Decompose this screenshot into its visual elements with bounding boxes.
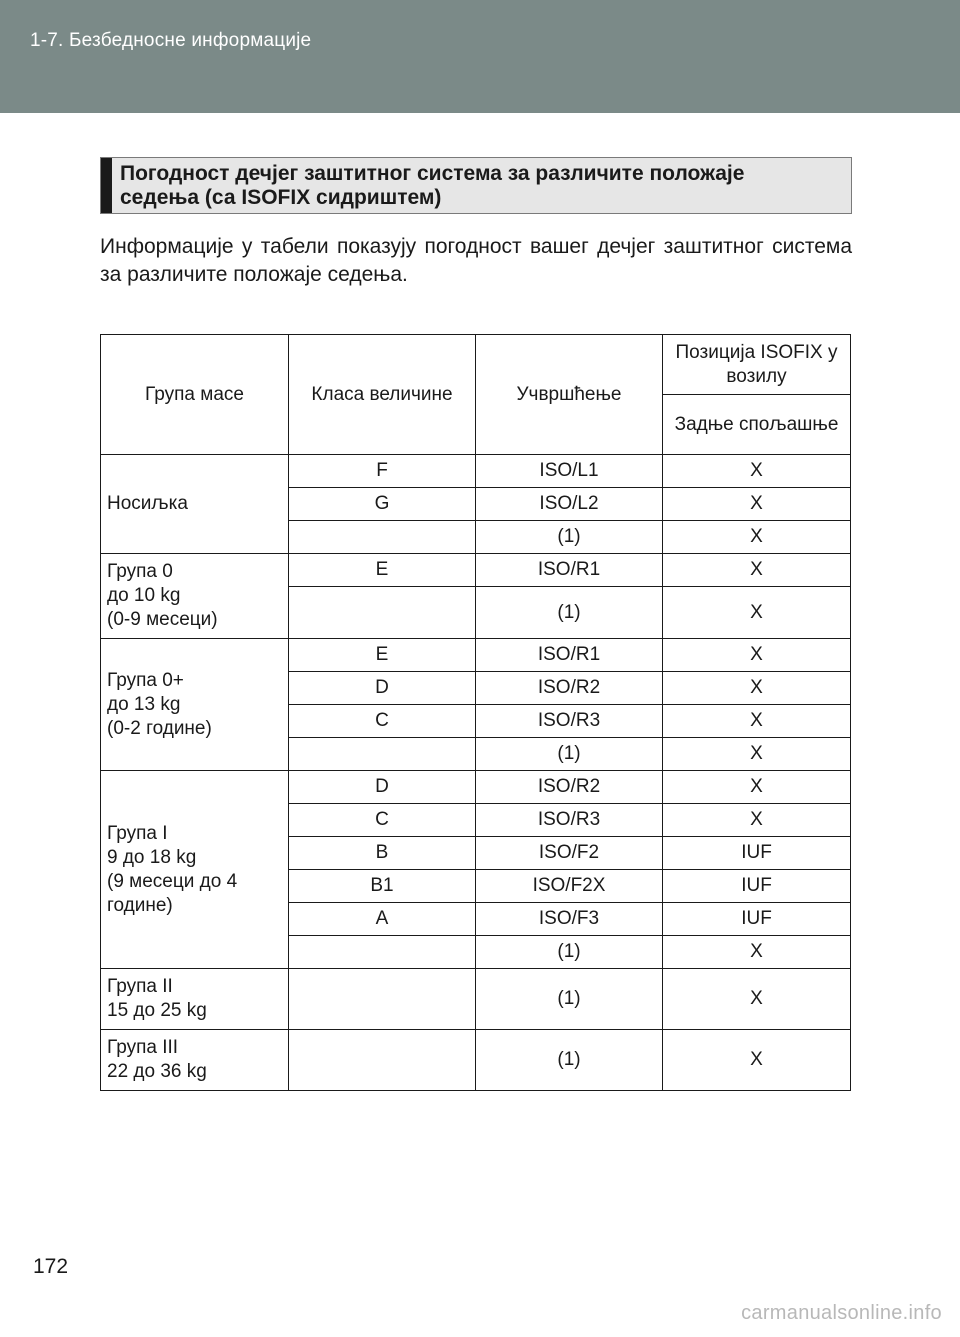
size-class-cell	[289, 936, 476, 969]
group-line: до 10 kg	[107, 585, 181, 606]
col-header-mass-group: Група масе	[101, 335, 289, 455]
fixture-cell: (1)	[476, 1030, 663, 1091]
suitability-cell: X	[663, 804, 851, 837]
col-header-rear-outboard: Задње спољашње	[663, 395, 851, 455]
fixture-cell: (1)	[476, 969, 663, 1030]
fixture-cell: ISO/F2X	[476, 870, 663, 903]
suitability-cell: X	[663, 455, 851, 488]
size-class-cell	[289, 969, 476, 1030]
size-class-cell: E	[289, 554, 476, 587]
table-row	[101, 771, 851, 804]
size-class-cell: C	[289, 804, 476, 837]
suitability-cell: X	[663, 554, 851, 587]
group-line: Група 0	[107, 561, 173, 582]
size-class-cell: D	[289, 672, 476, 705]
suitability-cell: X	[663, 672, 851, 705]
group-cell-group-0-plus	[101, 639, 289, 771]
suitability-cell: IUF	[663, 837, 851, 870]
group-cell-group-0	[101, 554, 289, 639]
group-cell-group-3	[101, 1030, 289, 1091]
size-class-cell: B	[289, 837, 476, 870]
top-header-band	[0, 0, 960, 113]
size-class-cell: B1	[289, 870, 476, 903]
fixture-cell: (1)	[476, 936, 663, 969]
section-heading-box	[100, 157, 852, 214]
suitability-cell: X	[663, 771, 851, 804]
suitability-cell: X	[663, 738, 851, 771]
fixture-cell: ISO/R3	[476, 804, 663, 837]
fixture-cell: (1)	[476, 587, 663, 639]
fixture-cell: ISO/F3	[476, 903, 663, 936]
section-title: 1-7. Безбедносне информације	[30, 30, 312, 51]
fixture-cell: ISO/F2	[476, 837, 663, 870]
group-line: године)	[107, 894, 173, 916]
col-header-size-class: Класа величине	[289, 335, 476, 455]
table-row	[101, 639, 851, 672]
group-line: 9 до 18 kg	[107, 846, 197, 868]
table-row	[101, 969, 851, 1030]
suitability-cell: IUF	[663, 870, 851, 903]
size-class-cell	[289, 587, 476, 639]
group-line: Група II	[107, 976, 173, 997]
group-line: (9 месеци до 4	[107, 870, 238, 892]
suitability-cell: X	[663, 521, 851, 554]
size-class-cell: A	[289, 903, 476, 936]
group-line: Група III	[107, 1037, 179, 1058]
fixture-cell: ISO/R1	[476, 639, 663, 672]
suitability-cell: X	[663, 969, 851, 1030]
table-row	[101, 554, 851, 587]
fixture-cell: ISO/R1	[476, 554, 663, 587]
group-line: Група I	[107, 822, 168, 844]
suitability-cell: X	[663, 587, 851, 639]
col-header-isofix-position: Позиција ISOFIX у возилу	[663, 335, 851, 395]
watermark: carmanualsonline.info	[741, 1302, 942, 1324]
suitability-cell: X	[663, 1030, 851, 1091]
fixture-cell: ISO/R2	[476, 771, 663, 804]
col-header-fixture: Учвршћење	[476, 335, 663, 455]
size-class-cell	[289, 738, 476, 771]
group-cell-group-1	[101, 771, 289, 969]
size-class-cell: F	[289, 455, 476, 488]
fixture-cell: ISO/L2	[476, 488, 663, 521]
suitability-cell: IUF	[663, 903, 851, 936]
group-line: (0-9 месеци)	[107, 609, 218, 630]
fixture-cell: (1)	[476, 521, 663, 554]
group-line: Група 0+	[107, 669, 184, 691]
size-class-cell: D	[289, 771, 476, 804]
table-header-row	[101, 335, 851, 395]
table-row	[101, 1030, 851, 1091]
page-number: 172	[33, 1255, 69, 1278]
suitability-cell: X	[663, 705, 851, 738]
size-class-cell	[289, 521, 476, 554]
section-heading	[120, 162, 843, 210]
size-class-cell	[289, 1030, 476, 1091]
table-row	[101, 455, 851, 488]
size-class-cell: C	[289, 705, 476, 738]
heading-line-2: седења (са ISOFIX сидриштем)	[120, 186, 442, 209]
fixture-cell: (1)	[476, 738, 663, 771]
fixture-cell: ISO/R2	[476, 672, 663, 705]
group-cell-group-2	[101, 969, 289, 1030]
group-line: 15 до 25 kg	[107, 1000, 207, 1021]
size-class-cell: E	[289, 639, 476, 672]
intro-paragraph: Информације у табели показују погодност вашег дечјег заштитног система за различите положаје седења.	[100, 235, 852, 286]
group-cell-carrycot: Носиљка	[101, 455, 289, 554]
suitability-cell: X	[663, 936, 851, 969]
suitability-cell: X	[663, 488, 851, 521]
size-class-cell: G	[289, 488, 476, 521]
group-line: (0-2 године)	[107, 717, 212, 739]
isofix-suitability-table	[100, 334, 851, 1091]
suitability-cell: X	[663, 639, 851, 672]
fixture-cell: ISO/L1	[476, 455, 663, 488]
group-line: до 13 kg	[107, 693, 181, 715]
group-line: 22 до 36 kg	[107, 1061, 207, 1082]
heading-accent-bar	[101, 158, 112, 213]
heading-line-1: Погодност дечјег заштитног система за различите положаје	[120, 162, 745, 185]
fixture-cell: ISO/R3	[476, 705, 663, 738]
